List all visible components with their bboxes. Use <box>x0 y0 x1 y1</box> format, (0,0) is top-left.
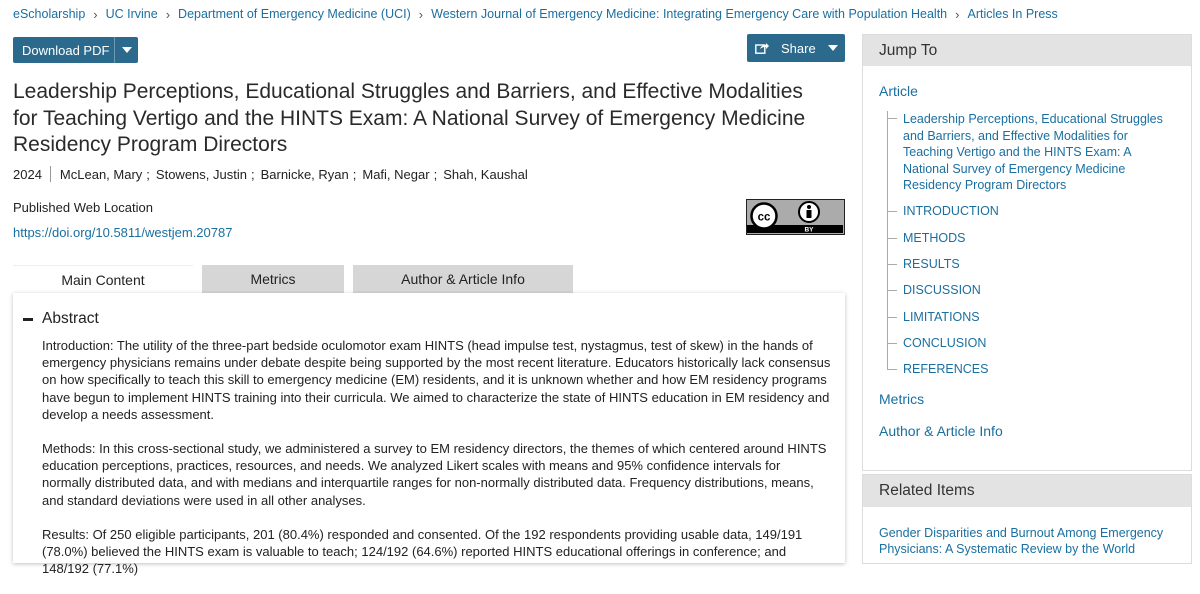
jump-to-panel <box>862 34 1192 471</box>
chevron-right-icon: › <box>93 6 98 22</box>
tab-metrics[interactable]: Metrics <box>202 265 344 293</box>
share-icon <box>747 42 777 54</box>
toc-methods-link[interactable]: METHODS <box>903 231 966 245</box>
chevron-right-icon: › <box>165 6 171 22</box>
author-link[interactable]: Shah, Kaushal <box>443 166 528 182</box>
abstract-body <box>42 337 832 594</box>
breadcrumb-escholarship[interactable]: eScholarship <box>13 7 86 21</box>
related-item-link[interactable]: Gender Disparities and Burnout Among Emergency Physicians: A Systematic Review by the World <box>879 526 1164 556</box>
breadcrumb-uc-irvine[interactable]: UC Irvine <box>105 7 158 21</box>
abstract-paragraph: Introduction: The utility of the three-part bedside oculomotor exam HINTS (head impulse test, nystagmus, test of skew) in the hands of emergency physicians remains under debate despite being supported by the most recent literature. Educators historically lack consensus on how specifically to teach this skill to emergency medicine (EM) residents, and it is unknown whether and how EM residency programs have begun to implement HINTS training into their curricula. We aimed to characterize the state of HINTS education in EM residency and develop a needs assessment. <box>42 338 831 422</box>
abstract-paragraph: Results: Of 250 eligible participants, 201 (80.4%) responded and consented. Of the 192 respondents providing usable data, 149/191 (78.0%) believed the HINTS exam is valuable to teach; 124/192 (64.6%) reported HINTS educational offerings in conference; and 148/192 (77.1%) <box>42 526 803 577</box>
abstract-paragraph: Methods: In this cross-sectional study, we administered a survey to EM residency directors, the themes of which centered around HINTS education perceptions, practices, resources, and needs. We analyzed Likert scales with means and 95% confidence intervals for normally distributed data, and with medians and interquartile ranges for non-normally distributed data. Frequency distributions, means, and standard deviations were used in all other analyses. <box>42 441 827 508</box>
related-items-heading: Related Items <box>863 475 1191 507</box>
abstract-toggle[interactable] <box>23 310 99 328</box>
tab-author-article-info[interactable]: Author & Article Info <box>353 265 573 293</box>
chevron-right-icon: › <box>418 6 424 22</box>
toc-author-info-link[interactable]: Author & Article Info <box>879 423 1003 439</box>
svg-text:cc: cc <box>757 211 771 224</box>
toc-metrics-link[interactable]: Metrics <box>879 391 925 407</box>
article-meta: 2024 McLean, Mary ; Stowens, Justin ; Barnicke, Ryan ; Mafi, Negar ; Shah, Kaushal <box>13 166 528 182</box>
share-label: Share <box>781 40 816 56</box>
breadcrumb-articles-in-press[interactable]: Articles In Press <box>967 7 1058 21</box>
caret-down-icon <box>821 45 845 51</box>
tab-main-content[interactable]: Main Content <box>13 265 193 294</box>
toc-tree-line <box>887 111 888 369</box>
download-options-button[interactable] <box>114 37 138 63</box>
related-items-panel <box>862 474 1192 564</box>
article-title: Leadership Perceptions, Educational Struggles and Barriers, and Effective Modalities for Teaching Vertigo and the HINTS Exam: A National Survey of Emergency Medicine Residency Program Directors <box>13 80 806 156</box>
breadcrumb <box>13 6 1058 22</box>
toc-results-link[interactable]: RESULTS <box>903 257 960 271</box>
author-link[interactable]: Barnicke, Ryan <box>260 166 349 182</box>
creative-commons-icon <box>752 204 777 229</box>
license-text: BY <box>804 226 814 234</box>
cc-by-license-badge[interactable] <box>746 199 845 235</box>
toc-discussion-link[interactable]: DISCUSSION <box>903 283 981 297</box>
toc-conclusion-link[interactable]: CONCLUSION <box>903 336 987 350</box>
chevron-right-icon: › <box>955 6 960 22</box>
author-link[interactable]: Stowens, Justin <box>155 166 247 182</box>
toc-introduction-link[interactable]: INTRODUCTION <box>903 204 999 218</box>
collapse-minus-icon <box>23 318 33 321</box>
published-web-location-label: Published Web Location <box>13 200 153 215</box>
jump-to-heading: Jump To <box>863 35 1191 66</box>
breadcrumb-journal[interactable]: Western Journal of Emergency Medicine: Integrating Emergency Care with Population Health <box>431 7 948 21</box>
main-content-panel <box>13 293 845 577</box>
divider <box>50 166 51 182</box>
toc-references-link[interactable]: REFERENCES <box>903 362 989 376</box>
doi-link[interactable]: https://doi.org/10.5811/westjem.20787 <box>13 225 233 240</box>
author-link[interactable]: Mafi, Negar <box>362 166 430 182</box>
share-button[interactable] <box>747 34 845 62</box>
toc-title-link[interactable]: Leadership Perceptions, Educational Struggles and Barriers, and Effective Modalities for Teaching Vertigo and the HINTS Exam: A National Survey of Emergency Medicine Residency Program Directors <box>903 112 1163 192</box>
caret-down-icon <box>122 47 132 53</box>
toc-article-link[interactable]: Article <box>879 83 918 99</box>
breadcrumb-department[interactable]: Department of Emergency Medicine (UCI) <box>178 7 411 21</box>
download-pdf-label: Download PDF <box>22 42 110 58</box>
author-link[interactable]: McLean, Mary <box>59 166 143 182</box>
download-pdf-button[interactable] <box>13 37 138 63</box>
abstract-heading: Abstract <box>42 310 99 327</box>
toc-limitations-link[interactable]: LIMITATIONS <box>903 310 980 324</box>
publication-year: 2024 <box>13 166 42 182</box>
attribution-person-icon <box>799 202 819 222</box>
